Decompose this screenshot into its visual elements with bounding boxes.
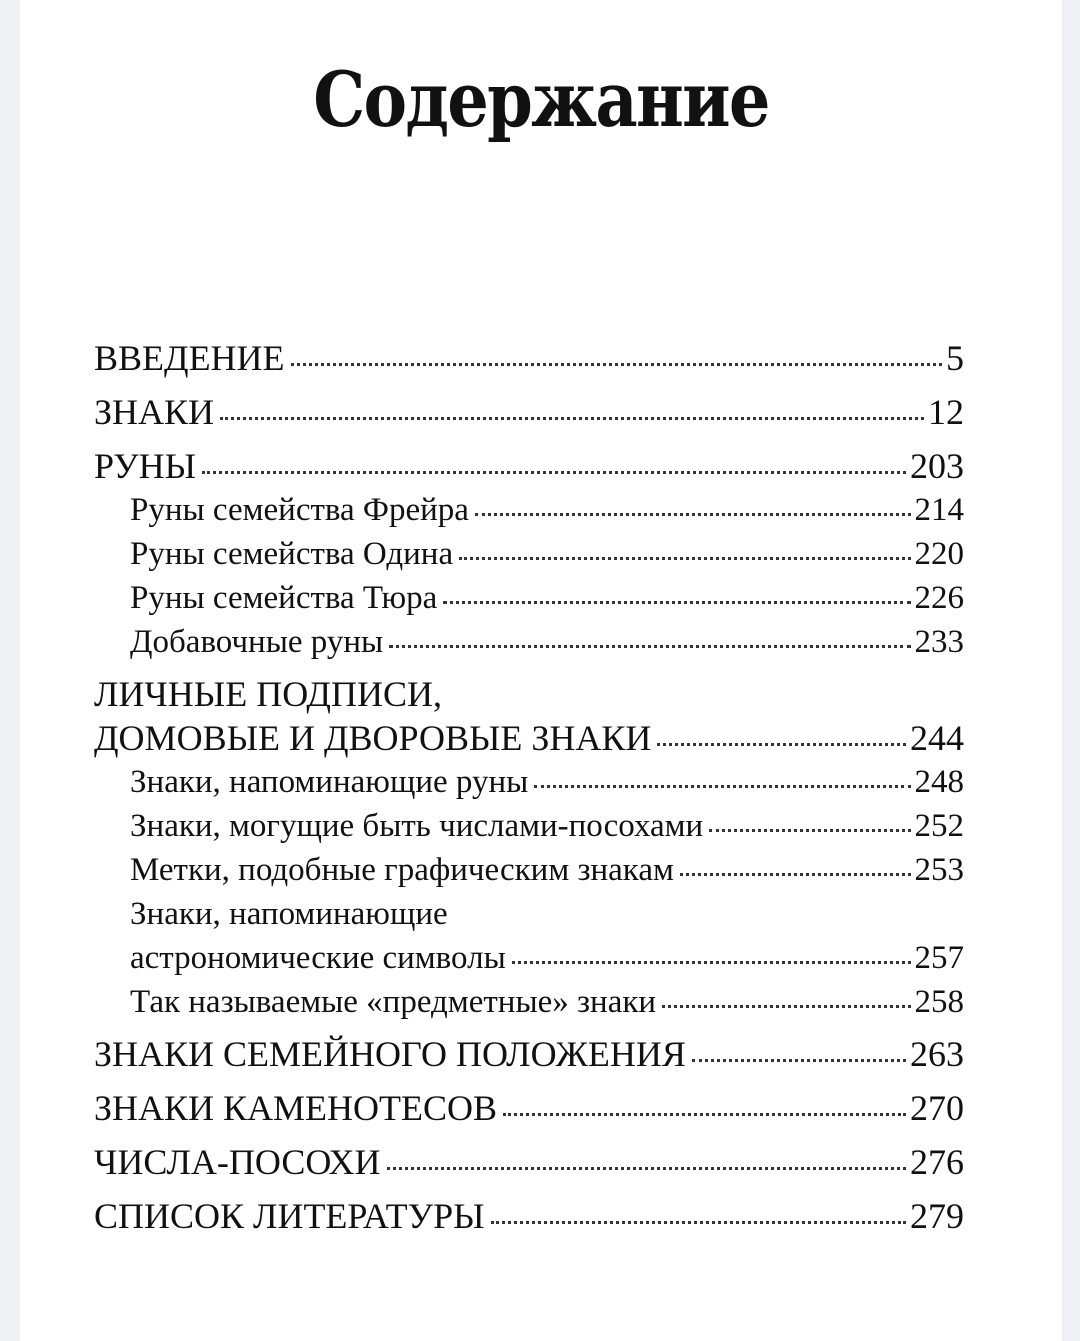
toc-entry-page: 253	[914, 852, 964, 888]
dot-leader	[709, 829, 910, 832]
toc-subentry-freyr-runes	[94, 494, 964, 527]
toc-subentry-graphic-marks	[94, 854, 964, 887]
toc-entry-bibliography	[94, 1198, 964, 1234]
toc-entry-page: 270	[910, 1088, 964, 1128]
dot-leader	[291, 363, 942, 366]
toc-entry-label: ДОМОВЫЕ И ДВОРОВЫЕ ЗНАКИ	[94, 718, 652, 758]
toc-entry-label: Знаки, могущие быть числами-посохами	[130, 808, 704, 844]
toc-entry-page: 226	[914, 580, 964, 616]
toc-entry-introduction	[94, 340, 964, 376]
dot-leader	[387, 1167, 906, 1170]
dot-leader	[534, 785, 910, 788]
toc-entry-page: 257	[914, 940, 964, 976]
toc-entry-label: ЗНАКИ СЕМЕЙНОГО ПОЛОЖЕНИЯ	[94, 1034, 686, 1074]
dot-leader	[202, 471, 906, 474]
toc-subentry-astronomical-symbols	[94, 942, 964, 975]
toc-entry-label: Знаки, напоминающие руны	[130, 764, 529, 800]
toc-entry-label: РУНЫ	[94, 446, 197, 486]
dot-leader	[680, 873, 911, 876]
toc-entry-page: 276	[910, 1142, 964, 1182]
toc-entry-label: Метки, подобные графическим знакам	[130, 852, 674, 888]
toc-entry-label: СПИСОК ЛИТЕРАТУРЫ	[94, 1196, 485, 1236]
toc-subentry-tyr-runes	[94, 582, 964, 615]
dot-leader	[475, 513, 911, 516]
toc-entry-label: Добавочные руны	[130, 624, 384, 660]
dot-leader	[443, 601, 910, 604]
toc-entry-page: 214	[914, 492, 964, 528]
dot-leader	[657, 743, 906, 746]
toc-entry-label-line1: ЛИЧНЫЕ ПОДПИСИ,	[94, 674, 442, 714]
toc-subentry-additional-runes	[94, 626, 964, 659]
toc-subentry-odin-runes	[94, 538, 964, 571]
toc-entry-page: 203	[910, 446, 964, 486]
dot-leader	[512, 961, 911, 964]
toc-entry-page: 258	[914, 984, 964, 1020]
toc-entry-page: 263	[910, 1034, 964, 1074]
toc-entry-label: ЗНАКИ	[94, 392, 215, 432]
toc-subentry-staff-number-signs	[94, 810, 964, 843]
toc-entry-label: ВВЕДЕНИЕ	[94, 338, 285, 378]
toc-entry-label: астрономические символы	[130, 940, 506, 976]
dot-leader	[692, 1059, 906, 1062]
toc-entry-page: 233	[914, 624, 964, 660]
book-page	[20, 0, 1062, 1341]
dot-leader	[220, 417, 924, 420]
toc-entry-page: 12	[928, 392, 964, 432]
dot-leader	[459, 557, 910, 560]
toc-entry-label: Руны семейства Тюра	[130, 580, 438, 616]
toc-entry-page: 252	[914, 808, 964, 844]
toc-entry-page: 5	[946, 338, 964, 378]
dot-leader	[491, 1221, 906, 1224]
toc-entry-runes	[94, 448, 964, 484]
dot-leader	[389, 645, 910, 648]
toc-subentry-object-signs	[94, 986, 964, 1019]
toc-entry-label: ЗНАКИ КАМЕНОТЕСОВ	[94, 1088, 498, 1128]
toc-entry-page: 220	[914, 536, 964, 572]
toc-entry-label: Руны семейства Фрейра	[130, 492, 469, 528]
toc-entry-label: Руны семейства Одина	[130, 536, 454, 572]
toc-entry-label-line1: Знаки, напоминающие	[130, 896, 448, 932]
toc-entry-family-status-signs	[94, 1036, 964, 1072]
toc-entry-page: 248	[914, 764, 964, 800]
toc-entry-signs	[94, 394, 964, 430]
toc-entry-page: 244	[910, 718, 964, 758]
page-title: Содержание	[313, 55, 769, 144]
dot-leader	[503, 1113, 906, 1116]
toc-entry-page: 279	[910, 1196, 964, 1236]
toc-entry-personal-signatures	[94, 720, 964, 756]
toc-entry-staff-numbers	[94, 1144, 964, 1180]
toc-subentry-rune-like-signs	[94, 766, 964, 799]
toc-entry-label: Так называемые «предметные» знаки	[130, 984, 657, 1020]
toc-entry-stonemason-signs	[94, 1090, 964, 1126]
dot-leader	[662, 1005, 910, 1008]
toc-entry-label: ЧИСЛА-ПОСОХИ	[94, 1142, 381, 1182]
